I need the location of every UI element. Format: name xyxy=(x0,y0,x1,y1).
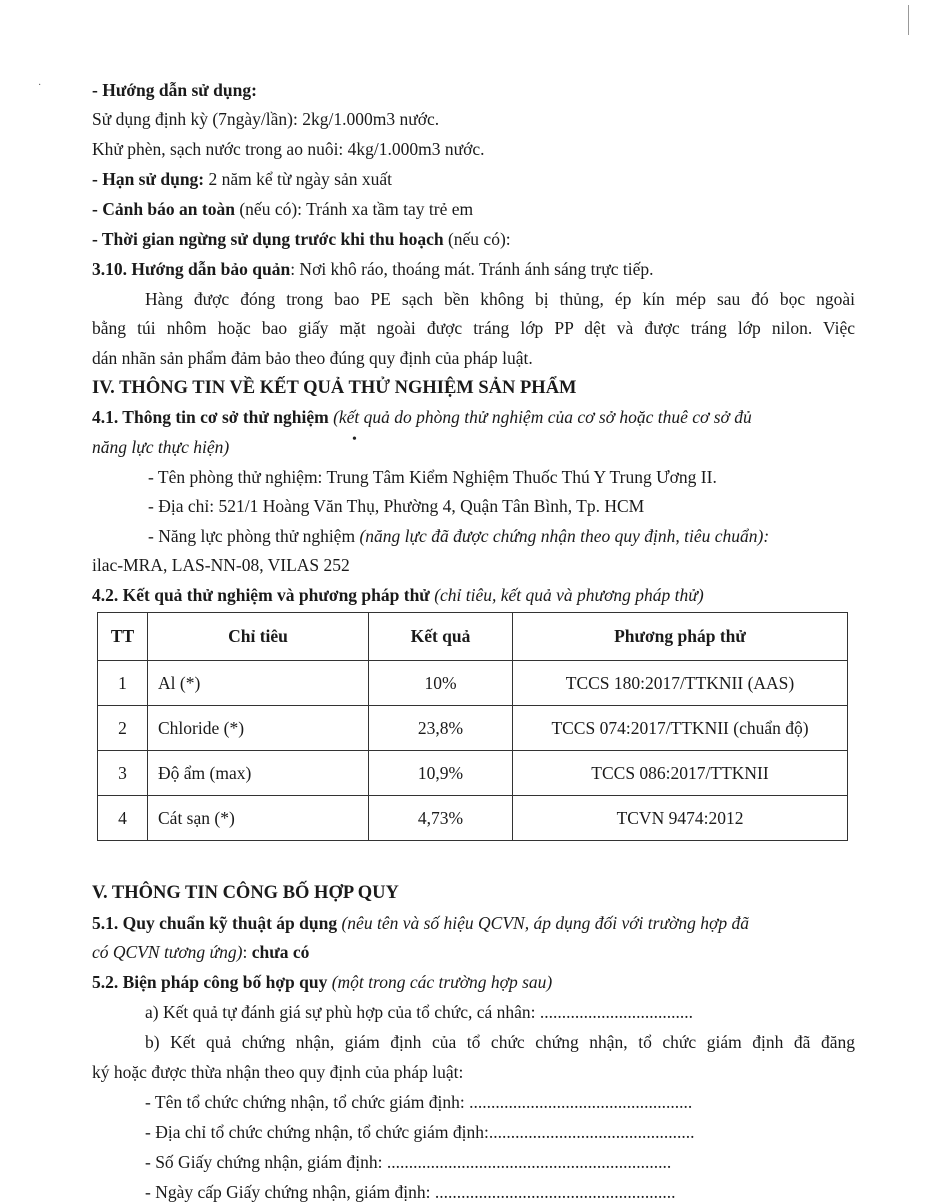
item-b-line-2: ký hoặc được thừa nhận theo quy định của pháp luật: xyxy=(92,1062,464,1082)
warning-line xyxy=(92,198,473,220)
table-row xyxy=(98,796,848,841)
cell-tt: 3 xyxy=(98,751,148,796)
usage-line-2: Khử phèn, sạch nước trong ao nuôi: 4kg/1.000m3 nước. xyxy=(92,139,485,159)
usage-heading: - Hướng dẫn sử dụng: xyxy=(92,80,257,100)
section-4-2-label: 4.2. Kết quả thử nghiệm và phương pháp thử xyxy=(92,585,430,605)
header-tt: TT xyxy=(98,613,148,661)
cell-method: TCVN 9474:2012 xyxy=(513,796,848,841)
cell-tt: 1 xyxy=(98,661,148,706)
section-5-1-line xyxy=(92,912,749,934)
cell-result: 10% xyxy=(369,661,513,706)
storage-paragraph-line-2: bằng túi nhôm hoặc bao giấy mặt ngoài được tráng lớp PP dệt và được tráng lớp nilon. Việc xyxy=(92,318,855,338)
cell-tt: 4 xyxy=(98,796,148,841)
cell-tt: 2 xyxy=(98,706,148,751)
section-4-2-note: (chỉ tiêu, kết quả và phương pháp thử) xyxy=(429,585,704,605)
header-method: Phương pháp thử xyxy=(513,613,848,661)
expiry-line xyxy=(92,168,392,190)
withdrawal-line xyxy=(92,228,511,250)
cell-criteria: Cát sạn (*) xyxy=(148,796,369,841)
section-5-2-line xyxy=(92,971,552,993)
table-row xyxy=(98,751,848,796)
cell-result: 10,9% xyxy=(369,751,513,796)
section-5-1-cont xyxy=(92,941,309,963)
lab-name: - Tên phòng thử nghiệm: Trung Tâm Kiểm Nghiệm Thuốc Thú Y Trung Ương II. xyxy=(148,467,717,487)
header-criteria: Chỉ tiêu xyxy=(148,613,369,661)
table-row xyxy=(98,706,848,751)
usage-line-1: Sử dụng định kỳ (7ngày/lần): 2kg/1.000m3 nước. xyxy=(92,109,440,129)
lab-capacity-line xyxy=(148,525,769,547)
item-b-line-1: b) Kết quả chứng nhận, giám định của tổ chức chứng nhận, tổ chức giám định đã đăng xyxy=(145,1032,855,1052)
warning-value: (nếu có): Tránh xa tầm tay trẻ em xyxy=(234,199,474,219)
storage-label: 3.10. Hướng dẫn bảo quản xyxy=(92,259,291,279)
cert-org-address: - Địa chỉ tổ chức chứng nhận, tổ chức giám định:............................................... xyxy=(145,1122,695,1142)
expiry-value: 2 năm kể từ ngày sản xuất xyxy=(204,169,392,189)
section-5-2-note: (một trong các trường hợp sau) xyxy=(327,972,553,992)
cell-method: TCCS 180:2017/TTKNII (AAS) xyxy=(513,661,848,706)
cert-number: - Số Giấy chứng nhận, giám định: ................................................................. xyxy=(145,1152,672,1172)
cell-result: 4,73% xyxy=(369,796,513,841)
cell-method: TCCS 074:2017/TTKNII (chuẩn độ) xyxy=(513,706,848,751)
storage-line xyxy=(92,258,654,280)
scan-speck: · xyxy=(38,80,42,91)
header-result: Kết quả xyxy=(369,613,513,661)
cell-criteria: Chloride (*) xyxy=(148,706,369,751)
section-4-1-line xyxy=(92,406,752,428)
lab-address: - Địa chỉ: 521/1 Hoàng Văn Thụ, Phường 4, Quận Tân Bình, Tp. HCM xyxy=(148,496,645,516)
cell-result: 23,8% xyxy=(369,706,513,751)
section-4-title: IV. THÔNG TIN VỀ KẾT QUẢ THỬ NGHIỆM SẢN PHẨM xyxy=(92,378,577,398)
withdrawal-label: - Thời gian ngừng sử dụng trước khi thu hoạch xyxy=(92,229,444,249)
section-5-1-note: (nêu tên và số hiệu QCVN, áp dụng đối với trường hợp đã xyxy=(337,913,749,933)
storage-value: : Nơi khô ráo, thoáng mát. Tránh ánh sáng trực tiếp. xyxy=(290,259,654,279)
section-4-2-line xyxy=(92,584,704,606)
lab-capacity-note: (năng lực đã được chứng nhận theo quy định, tiêu chuẩn): xyxy=(355,526,770,546)
cert-date: - Ngày cấp Giấy chứng nhận, giám định: ....................................................... xyxy=(145,1182,676,1202)
cell-criteria: Độ ẩm (max) xyxy=(148,751,369,796)
section-5-1-colon: : xyxy=(242,942,252,962)
section-5-1-label: 5.1. Quy chuẩn kỹ thuật áp dụng xyxy=(92,913,338,933)
section-5-title: V. THÔNG TIN CÔNG BỐ HỢP QUY xyxy=(92,883,399,903)
cell-method: TCCS 086:2017/TTKNII xyxy=(513,751,848,796)
section-5-1-value: chưa có xyxy=(251,942,310,962)
storage-paragraph-line-1: Hàng được đóng trong bao PE sạch bền không bị thủng, ép kín mép sau đó bọc ngoài xyxy=(145,289,855,309)
storage-paragraph-line-3: dán nhãn sản phẩm đảm bảo theo đúng quy định của pháp luật. xyxy=(92,348,533,368)
scan-edge xyxy=(908,5,923,35)
section-4-1-note-cont: năng lực thực hiện) xyxy=(92,437,230,457)
expiry-label: - Hạn sử dụng: xyxy=(92,169,205,189)
section-4-1-note: (kết quả do phòng thử nghiệm của cơ sở hoặc thuê cơ sở đủ xyxy=(328,407,752,427)
table-header-row xyxy=(98,613,848,661)
section-5-1-note-cont: có QCVN tương ứng) xyxy=(92,942,243,962)
lab-capacity-value: ilac-MRA, LAS-NN-08, VILAS 252 xyxy=(92,555,350,575)
section-4-1-label: 4.1. Thông tin cơ sở thử nghiệm xyxy=(92,407,329,427)
warning-label: - Cảnh báo an toàn xyxy=(92,199,235,219)
test-results-table xyxy=(97,612,848,841)
scan-speck: • xyxy=(352,432,357,447)
cell-criteria: Al (*) xyxy=(148,661,369,706)
item-a: a) Kết quả tự đánh giá sự phù hợp của tổ chức, cá nhân: ................................... xyxy=(145,1002,694,1022)
cert-org-name: - Tên tổ chức chứng nhận, tổ chức giám định: ................................................... xyxy=(145,1092,693,1112)
table-row xyxy=(98,661,848,706)
withdrawal-value: (nếu có): xyxy=(443,229,511,249)
lab-capacity-label: - Năng lực phòng thử nghiệm xyxy=(148,526,356,546)
section-5-2-label: 5.2. Biện pháp công bố hợp quy xyxy=(92,972,328,992)
